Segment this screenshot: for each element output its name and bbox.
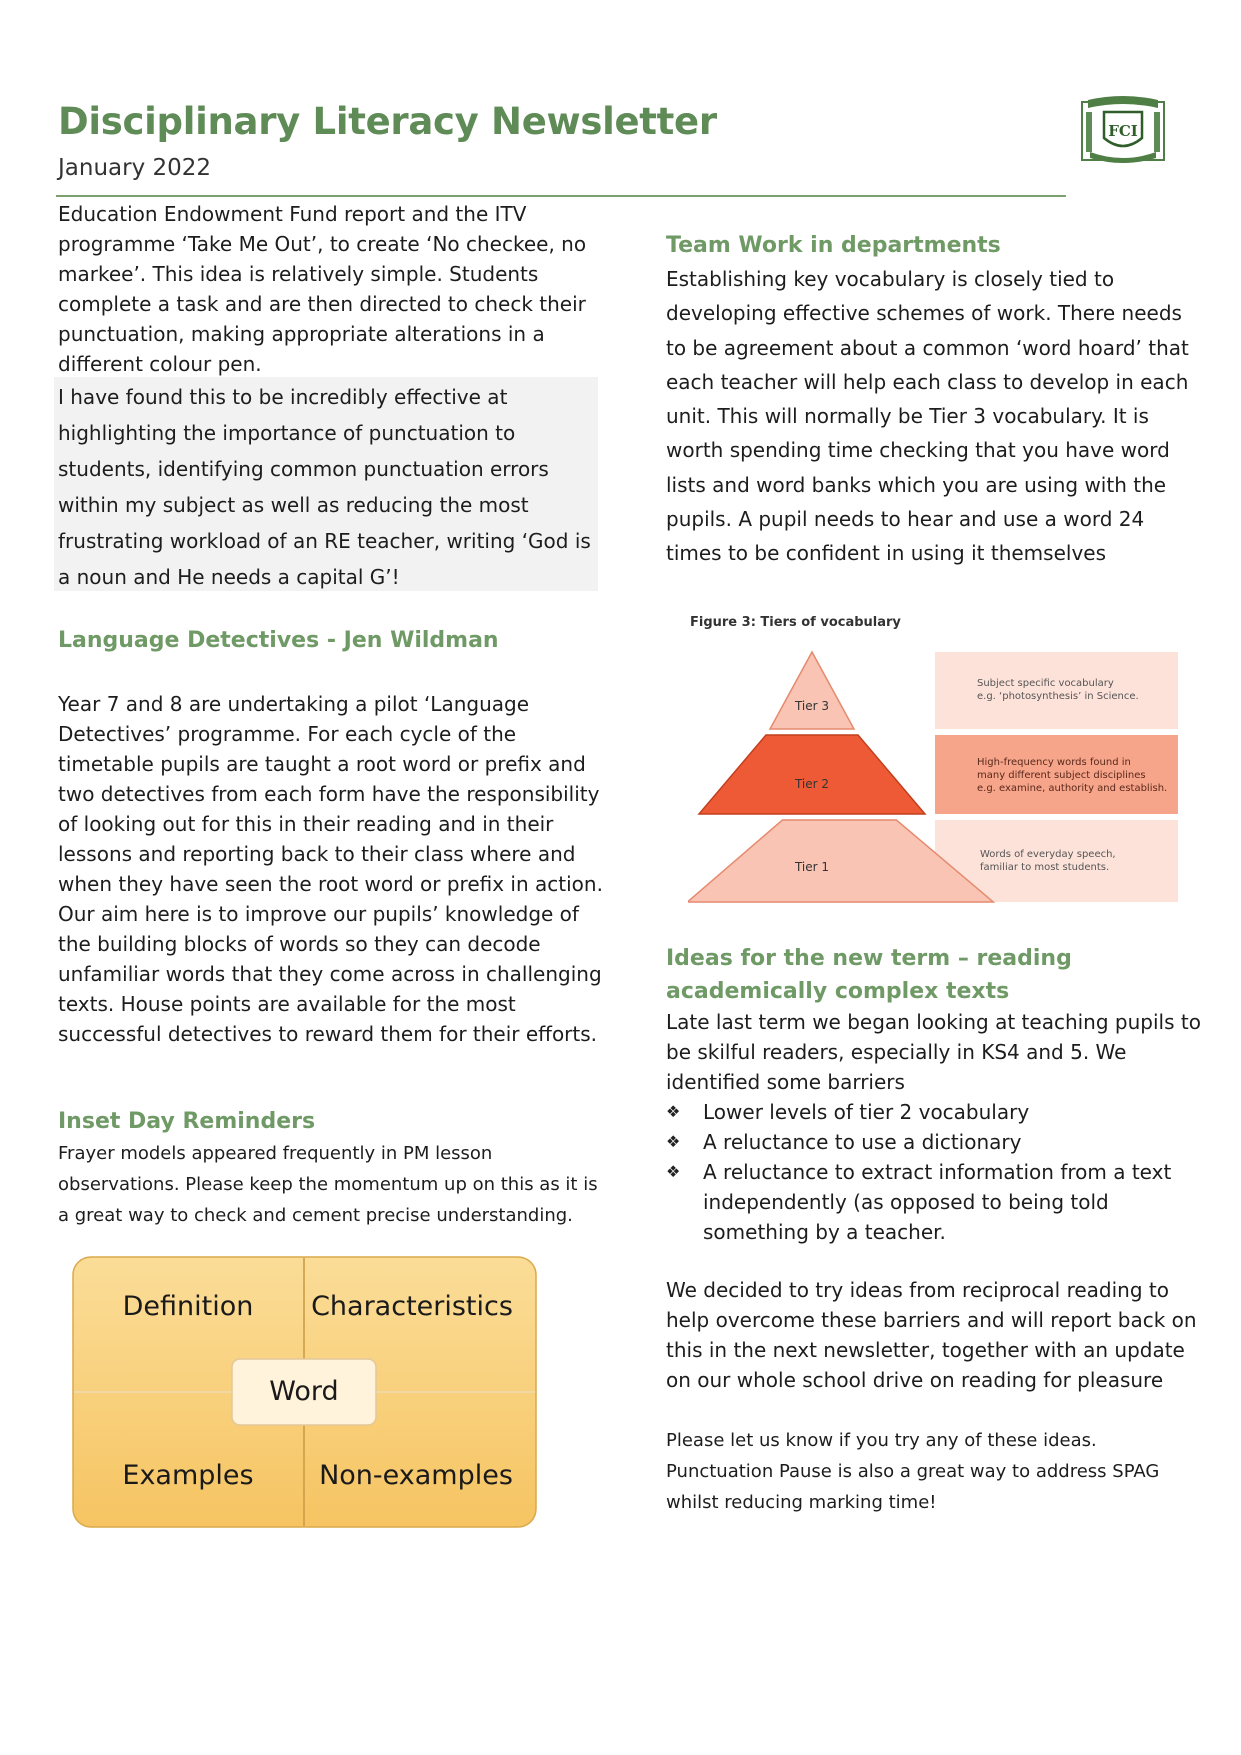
newsletter-title: Disciplinary Literacy Newsletter — [58, 100, 717, 143]
newsletter-date: January 2022 — [58, 155, 212, 181]
list-item — [666, 1157, 1206, 1247]
tier-1-desc-line2: familiar to most students. — [980, 862, 1110, 873]
tier-1-desc-line1: Words of everyday speech, — [980, 849, 1116, 860]
frayer-word-label: Word — [269, 1376, 339, 1407]
tier-3-shape — [770, 652, 854, 729]
tier-2-shape — [699, 735, 925, 814]
team-work-body: Establishing key vocabulary is closely tied to developing effective schemes of work. There needs to be agreement about a common ‘word hoard’ that each teacher will help each class to develop in each unit. This will normally be Tier 3 vocabulary. It is worth spending time checking that you have word lists and word banks which you are using with the pupils. A pupil needs to hear and use a word 24 times to be confident in using it themselves — [666, 267, 1189, 566]
tier-2-label: Tier 2 — [794, 777, 830, 791]
tier-3-desc-line1: Subject specific vocabulary — [977, 678, 1114, 689]
tier-2-desc-line2: many different subject disciplines — [977, 770, 1146, 781]
quote-text: I have found this to be incredibly effective at highlighting the importance of punctuation to students, identifying common punctuation errors within my subject as well as reducing the most frustrating workload of an RE teacher, writing ‘God is a noun and He needs a capital G’! — [58, 385, 591, 589]
list-item-text: A reluctance to extract information from a text independently (as opposed to being told something by a teacher. — [703, 1160, 1172, 1244]
figure-caption: Figure 3: Tiers of vocabulary — [690, 615, 901, 630]
language-detectives-heading: Language Detectives - Jen Wildman — [58, 628, 499, 653]
tier-3-label: Tier 3 — [794, 699, 830, 713]
tier-2-desc-line1: High-frequency words found in — [977, 757, 1131, 768]
barriers-list — [666, 1097, 1206, 1247]
bullet-marker-icon: ❖ — [666, 1102, 681, 1121]
intro-paragraph: Education Endowment Fund report and the ITV programme ‘Take Me Out’, to create ‘No checkee, no markee’. This idea is relatively simple. Students complete a task and are then directed to check their punctuation, making appropriate alterations in a different colour pen. — [58, 202, 587, 376]
list-item-text: Lower levels of tier 2 vocabulary — [703, 1100, 1030, 1124]
list-item — [666, 1127, 1206, 1157]
closing-paragraph: Please let us know if you try any of these ideas. Punctuation Pause is also a great way to address SPAG whilst reducing marking time! — [666, 1430, 1160, 1513]
ideas-heading: Ideas for the new term – reading academically complex texts — [666, 946, 1072, 1004]
team-work-heading: Team Work in departments — [666, 233, 1001, 258]
reciprocal-reading-paragraph: We decided to try ideas from reciprocal reading to help overcome these barriers and will report back on this in the next newsletter, together with an update on our whole school drive on reading for pleasure — [666, 1278, 1197, 1392]
frayer-characteristics-label: Characteristics — [311, 1291, 513, 1322]
tiers-of-vocabulary-figure — [688, 608, 1183, 908]
inset-day-heading: Inset Day Reminders — [58, 1109, 316, 1134]
tier-1-label: Tier 1 — [794, 860, 830, 874]
frayer-model-diagram — [72, 1256, 537, 1528]
inset-day-body: Frayer models appeared frequently in PM lesson observations. Please keep the momentum up on this as it is a great way to check and cement precise understanding. — [58, 1143, 598, 1226]
frayer-definition-label: Definition — [122, 1291, 254, 1322]
header-divider — [56, 195, 1066, 197]
list-item — [666, 1097, 1206, 1127]
logo-initials: FCI — [1108, 122, 1138, 140]
frayer-examples-label: Examples — [122, 1460, 254, 1491]
ideas-body: Late last term we began looking at teaching pupils to be skilful readers, especially in KS4 and 5. We identified some barriers — [666, 1010, 1201, 1094]
tier-3-desc-line2: e.g. ‘photosynthesis’ in Science. — [977, 691, 1139, 702]
bullet-marker-icon: ❖ — [666, 1132, 681, 1151]
school-crest-logo — [1080, 96, 1166, 164]
tier-2-desc-line3: e.g. examine, authority and establish. — [977, 783, 1168, 794]
list-item-text: A reluctance to use a dictionary — [703, 1130, 1022, 1154]
frayer-non-examples-label: Non-examples — [319, 1460, 513, 1491]
bullet-marker-icon: ❖ — [666, 1162, 681, 1181]
language-detectives-body: Year 7 and 8 are undertaking a pilot ‘Language Detectives’ programme. For each cycle of the timetable pupils are taught a root word or prefix and two detectives from each form have the responsibility of looking out for this in their reading and in their lessons and reporting back to their class where and when they have seen the root word or prefix in action. Our aim here is to improve our pupils’ knowledge of the building blocks of words so they can decode unfamiliar words that they come across in challenging texts. House points are available for the most successful detectives to reward them for their efforts. — [58, 692, 603, 1046]
